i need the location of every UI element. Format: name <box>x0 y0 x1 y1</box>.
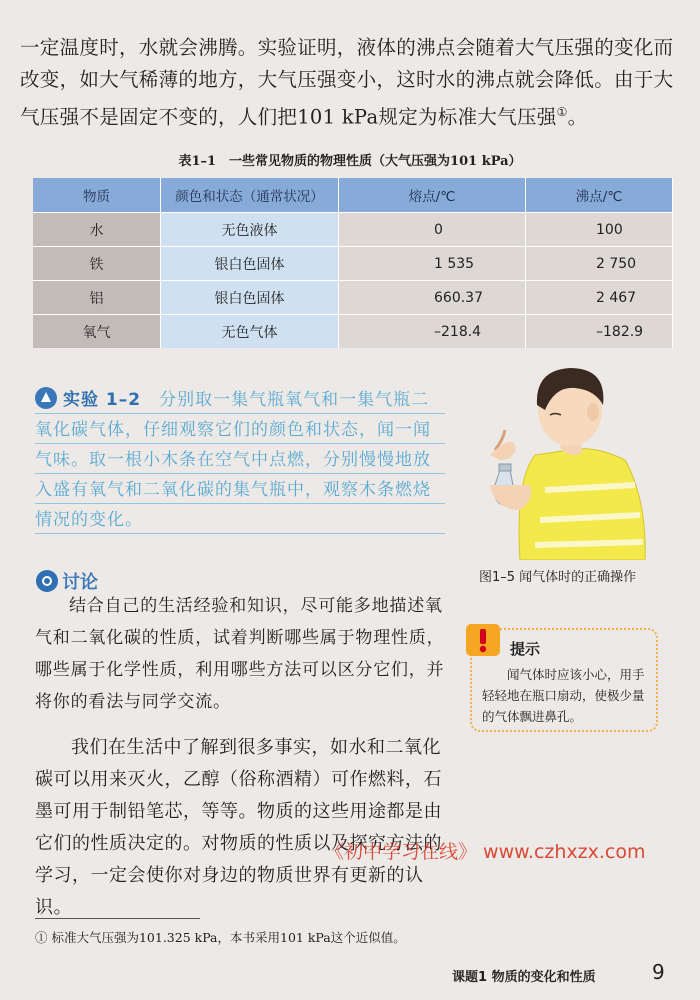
table-title: 表1–1 一些常见物质的物理性质（大气压强为101 kPa） <box>178 154 522 169</box>
table-row <box>33 281 673 315</box>
cell-melting-point: 1 535 <box>339 247 526 281</box>
figure-caption: 图1–5 闻气体时的正确操作 <box>479 570 637 585</box>
table-header-row <box>33 178 673 213</box>
cell-substance: 水 <box>33 213 161 247</box>
intro-text: 一定温度时，水就会沸腾。实验证明，液体的沸点会随着大气压强的变化而改变，如大气稀薄的地方，大气压强变小，这时水的沸点就会降低。由于大气压强不是固定不变的，人们把101 kPa规定为标准大气压强 <box>20 36 674 129</box>
tip-text: 闻气体时应该小心，用手轻轻地在瓶口扇动，使极少量的气体飘进鼻孔。 <box>482 667 645 724</box>
experiment-text: 分别取一集气瓶氧气和一集气瓶二氧化碳气体，仔细观察它们的颜色和状态，闻一闻气味。取一根小木条在空气中点燃，分别慢慢地放入盛有氧气和二氧化碳的集气瓶中，观察木条燃烧情况的变化。 <box>35 390 431 530</box>
table-row <box>33 315 673 349</box>
tip-title: 提示 <box>510 640 541 658</box>
header-melting-point: 熔点/℃ <box>339 178 526 213</box>
flask-icon <box>35 387 57 409</box>
intro-paragraph: 一定温度时，水就会沸腾。实验证明，液体的沸点会随着大气压强的变化而改变，如大气稀薄的地方，大气压强变小，这时水的沸点就会降低。由于大气压强不是固定不变的，人们把101 kPa规定为标准大气压强①。 <box>20 36 674 129</box>
experiment-box <box>35 385 445 535</box>
cell-boiling-point: 2 750 <box>526 247 673 281</box>
cell-substance: 铁 <box>33 247 161 281</box>
warning-icon <box>462 620 504 660</box>
cell-substance: 氧气 <box>33 315 161 349</box>
table-row <box>33 213 673 247</box>
cell-melting-point: –218.4 <box>339 315 526 349</box>
footnote-mark: ① <box>556 105 568 119</box>
cell-boiling-point: –182.9 <box>526 315 673 349</box>
experiment-label: 实验 1–2 <box>63 390 142 410</box>
cell-melting-point: 0 <box>339 213 526 247</box>
cell-melting-point: 660.37 <box>339 281 526 315</box>
cell-color-state: 银白色固体 <box>161 281 339 315</box>
page-number: 9 <box>652 960 665 984</box>
discussion-icon <box>36 570 58 592</box>
tip-box <box>470 628 658 732</box>
header-color-state: 颜色和状态（通常状况） <box>161 178 339 213</box>
cell-boiling-point: 100 <box>526 213 673 247</box>
cell-color-state: 无色气体 <box>161 315 339 349</box>
body-paragraph: 我们在生活中了解到很多事实，如水和二氧化碳可以用来灭火，乙醇（俗称酒精）可作燃料，石墨可用于制铅笔芯，等等。物质的这些用途都是由它们的性质决定的。对物质的性质以及探究方法的学习，一定会使你对身边的物质世界有更新的认识。 <box>35 737 442 918</box>
discussion-title: 讨论 <box>62 572 98 593</box>
watermark: 《初中学习在线》 www.czhxzx.com <box>325 841 646 863</box>
header-substance: 物质 <box>33 178 161 213</box>
footnote: ① 标准大气压强为101.325 kPa，本书采用101 kPa这个近似值。 <box>35 930 406 945</box>
cell-boiling-point: 2 467 <box>526 281 673 315</box>
cell-substance: 铝 <box>33 281 161 315</box>
cell-color-state: 无色液体 <box>161 213 339 247</box>
footnote-divider <box>35 918 200 919</box>
section-footer: 课题1 物质的变化和性质 <box>452 970 596 985</box>
table-row <box>33 247 673 281</box>
properties-table <box>33 178 673 348</box>
boy-smelling-gas-illustration <box>475 360 660 560</box>
cell-color-state: 银白色固体 <box>161 247 339 281</box>
header-boiling-point: 沸点/℃ <box>526 178 673 213</box>
discussion-text: 结合自己的生活经验和知识，尽可能多地描述氧气和二氧化碳的性质，试着判断哪些属于物理性质，哪些属于化学性质，利用哪些方法可以区分它们，并将你的看法与同学交流。 <box>35 596 445 712</box>
